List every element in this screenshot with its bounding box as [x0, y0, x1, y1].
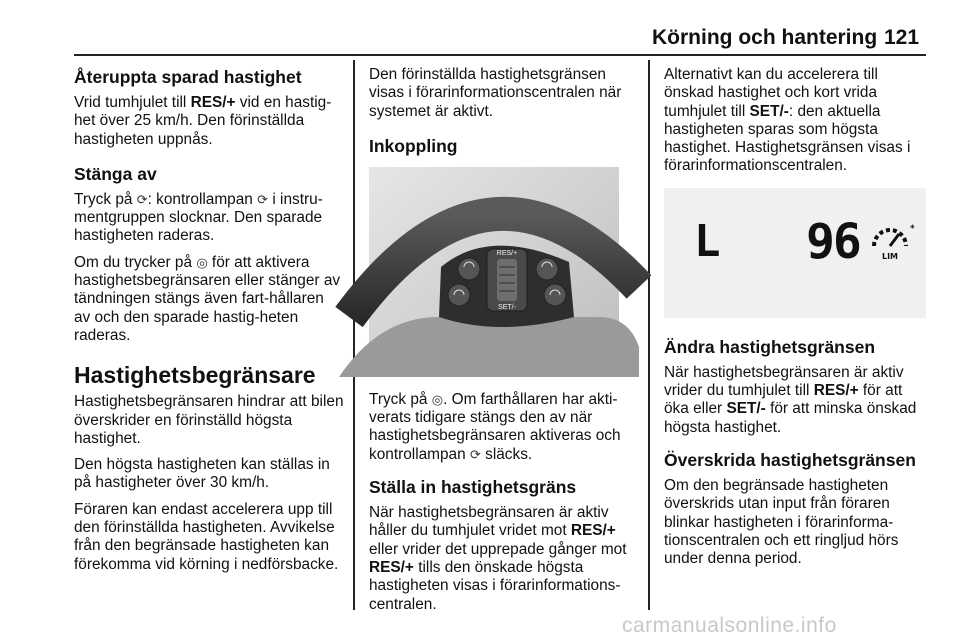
wheel-res-label: RES/+: [496, 249, 518, 257]
right-upper-button-icon: [536, 258, 558, 280]
lim-label: LIM: [881, 251, 899, 261]
heading-limiter: Hastighetsbegränsare: [74, 362, 316, 389]
cruise-control-icon: ⟳: [136, 191, 148, 207]
paragraph-resume: Vrid tumhjulet till RES/+ vid en hastig-het över 25 km/h. Den förinställda hastigheten uppnås.: [74, 94, 332, 148]
speed-limiter-icon: ◎: [431, 391, 444, 407]
steering-wheel-figure: [369, 167, 619, 377]
paragraph-exceed-limit: Om den begränsade hastigheten överskrids utan input från föraren blinkar hastigheten i förarinforma-tionscentralen och ett ringljud hörs under denna period.: [664, 476, 899, 568]
cruise-control-lamp-icon: ⟳: [469, 446, 481, 462]
paragraph-off-2: Om du trycker på ◎ för att aktivera hastighetsbegränsaren eller stänger av tändningen stängs även fart-hållaren av och den sparade hastig-heten raderas.: [74, 253, 341, 344]
paragraph-change-limit: När hastighetsbegränsaren är aktiv vrider du tumhjulet till RES/+ för att öka eller SET/- för att minska önskad högsta hastighet.: [664, 363, 917, 436]
res-label: RES/+: [190, 94, 236, 111]
heading-set-limit: Ställa in hastighetsgräns: [369, 477, 577, 498]
paragraph-limiter-3: Föraren kan endast accelerera upp till den förinställda hastigheten. Avvikelse från den begränsade hastigheten kan förekomma vid körning i nedförsbacke.: [74, 500, 339, 573]
paragraph-limiter-2: Den högsta hastigheten kan ställas in på hastigheter över 30 km/h.: [74, 456, 330, 492]
heading-exceed-limit: Överskrida hastighetsgränsen: [664, 449, 916, 470]
paragraph-off-1: Tryck på ⟳: kontrollampan ⟳ i instru-mentgruppen slocknar. Den sparade hastigheten raderas.: [74, 190, 323, 245]
paragraph-set-limit: När hastighetsbegränsaren är aktiv håller du tumhjulet vridet mot RES/+ eller vrider det upprepade gånger mot RES/+ tills den önskade högsta hastigheten visas i förarinformations-centralen.: [369, 504, 627, 613]
lcd-left-char: L: [694, 215, 721, 267]
watermark: carmanualsonline.info: [622, 614, 837, 637]
page-number: 121: [884, 26, 920, 49]
paragraph-limiter-1: Hastighetsbegränsaren hindrar att bilen överskrider en förinställd högsta hastighet.: [74, 393, 344, 447]
heading-change-limit: Ändra hastighetsgränsen: [664, 336, 876, 357]
column-2: [369, 60, 635, 622]
steering-wheel-image: [369, 167, 619, 377]
cruise-control-lamp-icon: ⟳: [257, 191, 269, 207]
limiter-button-icon: [448, 284, 470, 306]
header-rule: [74, 54, 926, 56]
section-title: Körning och hantering: [652, 26, 878, 49]
column-3: [664, 60, 928, 576]
heading-off: Stänga av: [74, 163, 157, 184]
lcd-readout: [694, 213, 915, 276]
speed-limiter-icon: ◎: [196, 254, 208, 270]
paragraph-press: Tryck på ◎. Om farthållaren har akti-verats tidigare stängs den av när hastighetsbegränsaren aktiveras och kontrollampan ⟳ släcks.: [369, 390, 621, 463]
column-1: [74, 60, 344, 582]
svg-text:*: *: [910, 223, 915, 234]
heading-resume: Återuppta sparad hastighet: [74, 67, 302, 87]
speed-limiter-lim-icon: [870, 222, 914, 262]
lcd-speed-value: 96: [806, 213, 860, 270]
paragraph-alternative: Alternativt kan du accelerera till önskad hastighet och kort vrida tumhjulet till SET/-: den aktuella hastigheten sparas som högsta hastighet. Hastighetsgränsen visas i förarinformationscentralen.: [664, 66, 911, 175]
limiter-display-figure: [664, 188, 926, 318]
paragraph-display-info: Den förinställda hastighetsgränsen visas i förarinformationscentralen när systemet är aktivt.: [369, 66, 622, 120]
column-divider-1: [353, 60, 355, 610]
heading-inkoppling: Inkoppling: [369, 135, 458, 156]
column-divider-2: [648, 60, 650, 610]
right-lower-button-icon: [544, 284, 566, 306]
cruise-off-button-icon: [458, 258, 480, 280]
wheel-set-label: SET/-: [498, 303, 516, 311]
